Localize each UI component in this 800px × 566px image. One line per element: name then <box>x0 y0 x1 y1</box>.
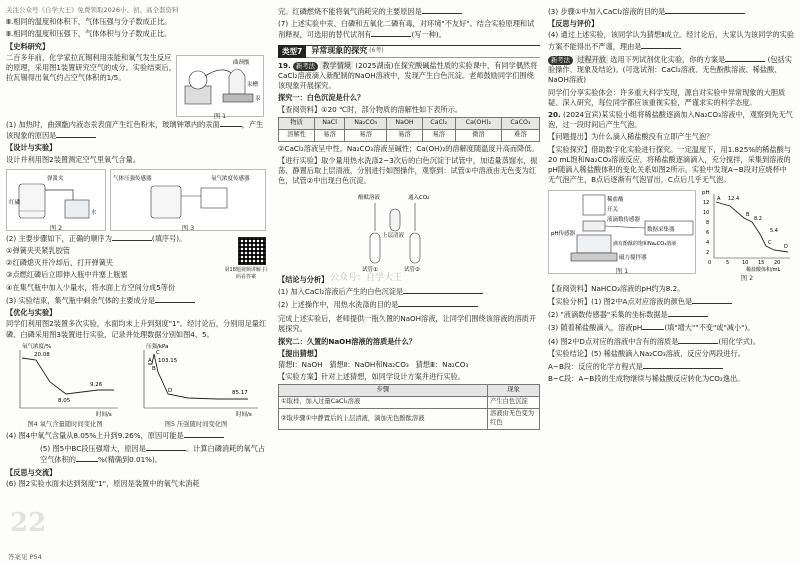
question-19-4-text: (4) 通过上述实验，该同学认为猜想Ⅱ成立。经讨论后，大家认为该同学的实验方案不能得出不严谨，理由是 <box>548 30 795 51</box>
ph-xtick: 20 <box>774 259 781 266</box>
label-tube-1: 试管① <box>362 266 378 273</box>
question-5-text-b: 。计算白磷消耗的氧气占空气体积的 <box>40 444 266 465</box>
question-5 <box>6 443 268 465</box>
hypothesis-2: 猜想Ⅱ：NaOH和Na₂CO₃ <box>329 360 409 370</box>
experiment-text: 【进行实验】取少量用热水洗涤2~3次后的白色沉淀于试管中，加适量蒸馏水，振荡、静置后取上层清液，分别进行如图操作，观察到：试管①中溶液由无色变为红色，试管②中出现白色沉淀。 <box>278 155 538 186</box>
type-7-tag: 类型7 <box>278 45 306 58</box>
step-1: ①弹簧夹夹紧乳胶管 <box>6 245 70 255</box>
question-19-3 <box>548 6 794 17</box>
figure-1-drawing <box>177 56 265 110</box>
ph-ytick: 2 <box>706 249 710 256</box>
reference-title: 【查阅资料】①20 ℃时，部分物质的溶解性如下表所示。 <box>278 104 463 114</box>
analysis-2-text: (2) "液滴数传感器"采集的坐标数据是 <box>548 310 668 320</box>
ph-mark-b: B <box>746 211 750 218</box>
analysis-2 <box>548 309 794 320</box>
bell-jar-shape <box>229 69 245 94</box>
ph-xtick: 10 <box>742 259 749 266</box>
continued-line <box>278 6 540 17</box>
type-7-title: 异常现象的探究 <box>311 46 368 56</box>
hypothesis-1: 猜想Ⅰ：NaOH <box>278 360 323 370</box>
optimize-title: 【优化与实验】 <box>6 308 57 318</box>
supernatant-tube-shape <box>390 209 400 231</box>
plan-result-cell: 产生白色沉淀 <box>488 397 540 409</box>
teaching-context-tag: 教学情境 <box>322 60 351 70</box>
optimize-text: 同学们利用图2装置多次实验，水面均未上升到刻度"1"。经讨论后，分别用足量红磷、白磷采用图3装置进行实验，记录并处理数据分别如图4、5。 <box>6 319 267 339</box>
answer-blank-20-1[interactable] <box>692 296 732 304</box>
hypothesis-title: 【提出猜想】 <box>278 348 322 358</box>
ph-ytick: 8 <box>706 219 710 226</box>
fig5-value-final: 85.17 <box>232 389 248 396</box>
plan-result-cell: 溶液由无色变为红色 <box>488 409 540 430</box>
figure-5-caption: 图5 压强随时间变化图 <box>164 420 228 428</box>
answer-blank-19-2[interactable] <box>398 299 478 307</box>
answer-page-ref: 答案见 P54 <box>8 552 42 561</box>
conclusion-5: 【实验结论】(5) 稀盐酸滴入Na₂CO₃溶液，反应分两段进行。 <box>548 348 745 358</box>
plan-row <box>279 397 540 409</box>
test-tube-drawing <box>278 189 540 273</box>
fig1-label-mercury: 汞 <box>255 95 261 102</box>
ph-ytick: 6 <box>706 229 710 236</box>
solubility-header: 物质 <box>279 117 315 129</box>
plan-title: 【实验方案】针对上述猜想，如同学设计方案并进行实验。 <box>278 372 465 382</box>
open-process-tag: 过程开放 <box>577 54 606 64</box>
question-20-text: (2024宜宾)某实验小组将稀盐酸逐滴加入Na₂CO₃溶液中，观察到先无气泡，过一段时间后产生气泡。 <box>548 109 793 130</box>
ph-curve <box>716 202 788 252</box>
question-1 <box>6 119 268 141</box>
plan-table <box>278 384 540 430</box>
page-header: 关注公众号《自学大王》免费领取2026小、初、高全套资料 <box>6 6 179 14</box>
page-big-number: 22 <box>10 508 47 538</box>
solubility-cell: 易溶 <box>422 129 455 141</box>
ph-annotation: 5.4 <box>770 227 778 234</box>
test-tube-2-shape <box>410 233 420 263</box>
experiment-description: 【实验探究】借助数字化实验进行探究。一定温度下，用1.825%的稀盐酸与20 mL饱和Na₂CO₃溶液反应，将稀盐酸逐滴滴入，充分搅拌，采集到溶液的pH随滴入稀盐酸体积的变化关系如图2所示。实验中发现A~B段对应烧杯中无气泡产生，B点后逐渐有气泡冒出，C点后几乎无气泡。 <box>548 144 792 185</box>
figure-4-chart <box>6 342 124 418</box>
design-title: 【设计与实验】 <box>6 143 57 153</box>
column-right <box>548 6 794 386</box>
figure-ph-chart <box>700 188 794 284</box>
question-19-intro <box>278 61 540 92</box>
type-7-bar <box>278 45 540 58</box>
evaluation-title: 【反思与评价】 <box>548 19 599 29</box>
transition-text: 完成上述实验后，老师提供一瓶久置的NaOH溶液，让同学们围绕该溶液的溶质开展探究。 <box>278 314 537 334</box>
solubility-table <box>278 117 540 142</box>
solubility-cell: 溶解性 <box>279 129 315 141</box>
question-3-text: (3) 实验结束，集气瓶中剩余气体的主要成分是 <box>6 295 156 305</box>
label-switch: 开关 <box>607 206 619 213</box>
problem-statement: 【问题提出】为什么滴入稀盐酸没有立即产生气泡？ <box>548 132 714 142</box>
fig1-label-retort: 曲颈甑 <box>233 59 250 66</box>
answer-blank-19-3[interactable] <box>665 6 745 14</box>
figure-apparatus <box>548 190 696 274</box>
label-hcl: 稀盐酸 <box>607 196 624 203</box>
new-method-pill-2: 新考法 <box>548 56 573 65</box>
answer-blank-19-1[interactable] <box>403 286 483 294</box>
beaker-shape <box>577 235 611 253</box>
test-tube-1-shape <box>370 233 380 263</box>
question-19-5 <box>548 54 794 86</box>
ph-ytick: 4 <box>706 239 710 246</box>
sensor-cable <box>605 226 645 228</box>
ph-xtick: 15 <box>758 259 765 266</box>
answer-blank-5b[interactable] <box>76 454 98 462</box>
question-19-4 <box>548 30 794 51</box>
segment-ab <box>548 361 794 372</box>
figure-3 <box>110 169 266 231</box>
question-19-1-text: (1) 加入CaCl₂溶液后产生的白色沉淀是 <box>278 286 404 296</box>
plan-step-cell: ②取步骤①中静置后的上层清液，滴加无色酚酞溶液 <box>279 409 488 430</box>
plan-header-step: 步骤 <box>279 385 488 397</box>
question-19-2-text: (2) 上述操作中，用热水洗涤的目的是 <box>278 299 399 309</box>
reference-2: ②CaCl₂溶液呈中性，Na₂CO₃溶液呈碱性；Ca(OH)₂的溶解度随温度升高而降低。 <box>278 143 539 153</box>
history-title: 【史料研究】 <box>6 41 50 51</box>
fig5-ylabel: 压强/kPa <box>146 343 169 350</box>
fig3-label-oxygen: 氧气浓度传感器 <box>211 175 250 182</box>
fig4-ylabel: 氧气浓度/% <box>22 343 52 350</box>
question-3 <box>6 295 268 306</box>
question-2-text: (2) 主要步骤如下，正确的顺序为 <box>6 233 112 243</box>
fig4-value-min: 8.05 <box>58 397 71 404</box>
label-phenolphthalein: 酚酞溶液 <box>358 194 381 201</box>
analysis-4-text-b: (用化学式)。 <box>718 336 760 346</box>
question-2 <box>6 233 268 244</box>
figure-3-drawing <box>111 170 267 222</box>
figure-4-caption: 图4 氧气含量随时间变化图 <box>27 420 103 428</box>
plan-header-row <box>279 385 540 397</box>
solubility-header: CaCl₂ <box>422 117 455 129</box>
stirrer-shape <box>571 253 617 261</box>
solubility-cell: 易溶 <box>387 129 422 141</box>
question-5-text: (5) 图5中BC段压强增大，原因是 <box>40 444 146 454</box>
label-stirrer: 磁力搅拌器 <box>619 254 647 261</box>
question-20-number: 20. <box>548 109 561 119</box>
fig4-value-end: 9.26 <box>90 381 103 388</box>
fig5-point-d: D <box>168 387 173 394</box>
figure-5 <box>128 342 264 430</box>
answer-blank-2[interactable] <box>112 233 152 241</box>
ph-xtick: 5 <box>726 259 730 266</box>
plan-step-cell: ①取样，加入过量CaCl₂溶液 <box>279 397 488 409</box>
solubility-header-row <box>279 117 540 129</box>
label-ph-sensor: pH传感器 <box>551 230 576 237</box>
burette-shape <box>583 195 605 215</box>
test-tube-figure <box>278 189 540 273</box>
fig2-label-clamp: 弹簧夹 <box>47 175 64 182</box>
continued-text: 完。红磷燃烧不能将氧气消耗完的主要原因是 <box>278 7 422 16</box>
answer-blank-19-4[interactable] <box>641 41 681 49</box>
label-co2: 通入CO₂ <box>408 194 430 201</box>
fig4-xlabel: 时间/s <box>96 411 112 418</box>
question-2-text-b: (填序号)。 <box>151 233 187 243</box>
figure-2-drawing <box>7 170 107 222</box>
fig2-label-water: 水 <box>91 209 97 216</box>
label-solution: 滴有酚酞的饱和Na₂CO₃溶液 <box>613 240 677 247</box>
label-supernatant: 上层清液 <box>382 232 405 239</box>
label-data-collector: 数据采集器 <box>647 226 675 233</box>
ph-annotation: 12.4 <box>728 195 740 202</box>
question-4-text: (4) 图4中氧气含量从8.05%上升到9.26%，原因可能是 <box>6 430 184 440</box>
answer-blank-20-2[interactable] <box>668 309 708 317</box>
answer-blank-19-5[interactable] <box>725 54 765 62</box>
answer-blank-20-5[interactable] <box>643 361 723 369</box>
solubility-header: NaOH <box>387 117 422 129</box>
analysis-1 <box>548 296 794 307</box>
column-left <box>6 6 268 491</box>
analysis-3 <box>548 322 794 333</box>
connecting-tube <box>45 190 73 200</box>
question-20-intro <box>548 110 794 130</box>
hypothesis-3: 猜想Ⅲ：Na₂CO₃ <box>415 360 469 370</box>
question-1-text-b: ，产生该现象的原因是 <box>6 119 264 141</box>
ph-ylabel: pH <box>702 189 710 196</box>
type-7-sub: (6考) <box>369 46 384 54</box>
solubility-header: Na₂CO₃ <box>345 117 387 129</box>
question-7-text-b: (写一种)。 <box>411 30 446 40</box>
figure-1 <box>176 55 264 121</box>
answer-blank-7[interactable] <box>371 29 411 37</box>
figure-3-caption: 图 3 <box>181 224 195 232</box>
question-1-text: (1) 加热时，曲颈甑内液态汞表面产生红色粉末，玻璃钟罩内的汞面 <box>6 119 220 129</box>
hypotheses <box>278 360 540 370</box>
drop-sensor-shape <box>583 221 605 231</box>
analysis-4 <box>548 336 794 347</box>
ph-xlabel: 稀盐酸体积/mL <box>746 266 781 272</box>
inquiry-2-title: 探究二：久置的NaOH溶液的溶质是什么？ <box>278 336 416 346</box>
apparatus-drawing <box>549 191 697 265</box>
figure-2 <box>6 169 106 231</box>
ph-ytick: 10 <box>703 209 710 216</box>
ph-mark-c: C <box>768 239 772 246</box>
plan-header-phenomenon: 现象 <box>488 385 540 397</box>
conclusion-title: 【结论与分析】 <box>278 274 329 284</box>
answer-blank-6[interactable] <box>422 6 462 14</box>
history-text: 二百多年前，化学家拉瓦锡利用汞能和氧气发生反应的原理，采用图1装置研究空气的成分。实验结束后，拉瓦锡得出氧气约占空气体积的1/5。 <box>6 52 176 83</box>
figure-5-chart <box>128 342 264 418</box>
beaker-shape <box>65 200 89 218</box>
answer-blank-5a[interactable] <box>146 443 186 451</box>
solubility-header: CaCO₃ <box>501 117 539 129</box>
figure-4 <box>6 342 124 430</box>
fig3-label-pressure: 气体压强传感器 <box>113 175 152 182</box>
solubility-cell: 难溶 <box>501 129 539 141</box>
gas-bottle-shape <box>19 184 45 218</box>
label-tube-2: 试管② <box>404 266 420 273</box>
ph-origin: 0 <box>708 259 712 266</box>
plan-row <box>279 409 540 430</box>
answer-blank-20-3[interactable] <box>642 322 664 330</box>
solubility-cell: 易溶 <box>345 129 387 141</box>
fig5-value-initial: 103.15 <box>158 357 178 364</box>
fig5-point-b: B <box>152 365 156 372</box>
analysis-1-text: 【实验分析】(1) 图2中A点对应溶液的颜色是 <box>548 296 693 306</box>
ph-mark-d: D <box>784 243 788 250</box>
answer-blank-4[interactable] <box>184 430 224 438</box>
question-5-text-c: %(精确到0.01%)。 <box>97 455 162 465</box>
answer-blank-20-4[interactable] <box>678 336 718 344</box>
mercury-trough-shape <box>223 94 253 102</box>
fig1-label-trough: 汞槽 <box>247 81 259 88</box>
analysis-4-text: (4) 图2中D点对应的溶液中含有的溶质是 <box>548 336 679 346</box>
inquiry-1-title: 探究一：白色沉淀是什么？ <box>278 93 365 103</box>
fig2-label-phosphorus: 红磷 <box>9 199 21 206</box>
question-4 <box>6 430 268 441</box>
figure-2-caption: 图 2 <box>49 224 63 232</box>
analysis-3-text-b: (填"增大""不变"或"减小")。 <box>664 323 755 333</box>
question-19-5-text-b: (包括实验操作、现象及结论)。(可选试剂：CaCl₂溶液、无色酚酞溶液、稀盐酸、NaOH溶液) <box>548 54 792 85</box>
fig5-xlabel: 时间/s <box>236 411 252 418</box>
fig5-point-a: A <box>148 357 152 364</box>
figure-1-caption: 图 1 <box>213 113 227 121</box>
watermark-text: 公众号：自学大王 <box>330 273 403 283</box>
column-middle <box>278 6 540 430</box>
analysis-3-text: (3) 随着稀盐酸滴入，溶液pH <box>548 323 643 333</box>
fig3-computer-shape <box>201 188 227 208</box>
ph-annotation: 8.2 <box>754 215 762 222</box>
solubility-row <box>279 129 540 141</box>
question-19-2 <box>278 299 540 310</box>
qr-caption: 第18题视频讲解 扫码看答案 <box>224 266 268 280</box>
fig5-point-c: C <box>156 349 160 356</box>
segment-bc: B~C段：A~B段的生成物继续与稀盐酸反应转化为CO₂逸出。 <box>548 374 745 384</box>
qr-code[interactable] <box>238 237 266 265</box>
new-method-pill: 新考法 <box>293 62 318 71</box>
ph-chart-caption: 图 2 <box>740 274 754 282</box>
answer-blank-1b[interactable] <box>56 130 96 138</box>
item-iii-a: Ⅲ.相同的温度和体积下，气体压强与分子数成正比。 <box>6 17 172 27</box>
retort-shape <box>189 71 207 89</box>
question-19-text: (2025湖南)在探究酸碱盐性质的实验课中，有同学偶然将CaCl₂溶液滴入新配制的NaOH溶液中，发现产生白色沉淀。老师鼓励同学们围绕该现象开展探究。 <box>278 60 538 91</box>
answer-blank-3[interactable] <box>155 295 195 303</box>
reference-nahco3: 【查阅资料】NaHCO₃溶液的pH约为8.2。 <box>548 283 685 293</box>
summary-text: 同学们分享实验体会：许多重大科学发现，源自对实验中异常现象的大胆质疑、深入研究，每位同学都应该重视实验，严谨求实的科学态度。 <box>548 87 786 107</box>
apparatus-caption: 图 1 <box>615 267 629 275</box>
step-3: ③点燃红磷后立即伸入瓶中并塞上瓶塞 <box>6 270 128 280</box>
fig4-curve <box>22 358 114 394</box>
design-text: 设计并利用图2装置测定空气里氧气含量。 <box>6 154 140 164</box>
question-7-text: (7) 上述实验中汞、白磷和五氧化二磷有毒，对环境"不友好"。结合实验原理和试剂释视，可选用的替代试剂有 <box>278 19 535 40</box>
label-drop-sensor: 液滴数传感器 <box>607 216 641 223</box>
question-7 <box>278 19 540 40</box>
fig3-bottle-shape <box>151 186 181 218</box>
solubility-header: NaCl <box>315 117 345 129</box>
question-19-number: 19. <box>278 60 291 70</box>
reflect-title: 【反思与交流】 <box>6 467 57 477</box>
fig4-value-start: 20.08 <box>34 351 50 358</box>
item-iii-b: Ⅲ.相同的温度和压强下，气体体积与分子数成正比。 <box>6 29 172 39</box>
step-2: ②红磷熄灭并冷却后，打开弹簧夹 <box>6 258 114 268</box>
question-19-5-text: 选用下列试剂优化实验，你的方案是 <box>610 54 726 64</box>
question-19-1 <box>278 286 540 297</box>
solubility-cell: 易溶 <box>315 129 345 141</box>
ph-mark-a: A <box>717 195 721 202</box>
solubility-cell: 微溶 <box>455 129 501 141</box>
step-4: ④在集气瓶中加入少量水，将水面上方空间分成5等份 <box>6 282 176 292</box>
solubility-header: Ca(OH)₂ <box>455 117 501 129</box>
segment-ab-text: A~B段：反应的化学方程式是 <box>548 361 643 371</box>
question-19-3-text: (3) 步骤①中加入CaCl₂溶液的目的是 <box>548 7 666 16</box>
ph-ytick: 12 <box>703 199 710 206</box>
ph-chart <box>700 188 794 272</box>
question-6: (6) 图2实验水面未达到刻度"1"，原因是装置中的氧气未消耗 <box>6 478 200 488</box>
